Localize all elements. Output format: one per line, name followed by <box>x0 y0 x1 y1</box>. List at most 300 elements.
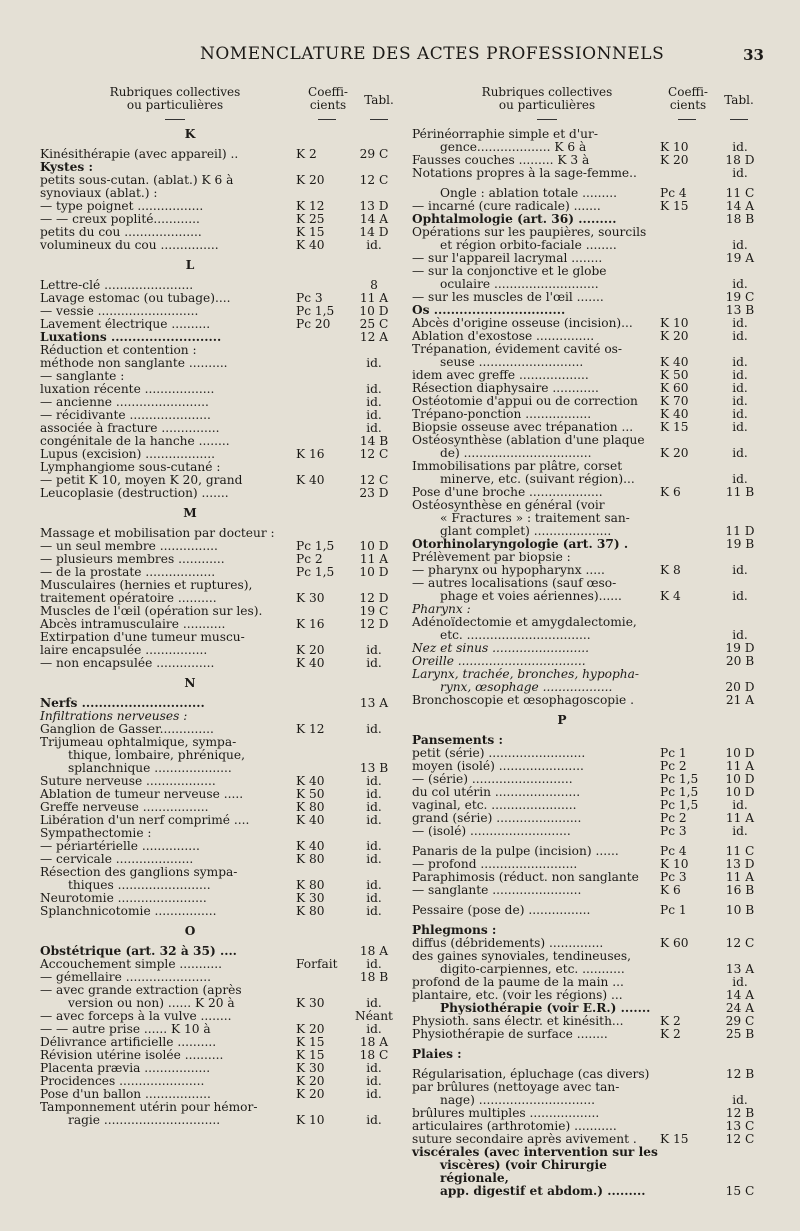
entry-table-ref: 13 A <box>359 696 389 710</box>
entry-table-ref: id. <box>366 891 382 905</box>
entry-coefficient: K 16 <box>296 447 325 461</box>
entry-label: Luxations .......................... <box>40 330 222 344</box>
entry-coefficient: K 10 <box>660 857 689 871</box>
entry-coefficient: K 10 <box>296 1113 325 1127</box>
section-letter-text: K <box>184 127 196 141</box>
entry-label: de) ................................. <box>440 446 592 460</box>
entry-label: nage) .............................. <box>440 1093 595 1107</box>
entry-coefficient: K 15 <box>660 420 689 434</box>
entry-table-ref: id. <box>366 904 382 918</box>
entry-label: Libération d'un nerf comprimé .... <box>40 813 250 827</box>
entry-label: — cervicale .................... <box>40 852 194 866</box>
entry-label: — un seul membre ............... <box>40 539 218 553</box>
entry-label: Prélèvement par biopsie : <box>412 550 571 564</box>
entry-label: brûlures multiples .................. <box>412 1106 600 1120</box>
entry-coefficient: K 30 <box>296 996 325 1010</box>
entry-table-ref: 10 D <box>725 772 755 786</box>
entry-label: Infiltrations nerveuses : <box>40 709 188 723</box>
entry-table-ref: id. <box>366 421 382 435</box>
entry-table-ref: 29 C <box>359 147 389 161</box>
entry-label: Lavage estomac (ou tubage).... <box>40 291 231 305</box>
entry-label: viscérales (avec intervention sur les <box>412 1145 658 1159</box>
entry-label: volumineux du cou ............... <box>40 238 219 252</box>
entry-table-ref: id. <box>366 1022 382 1036</box>
entry-label: Ongle : ablation totale ......... <box>440 186 617 200</box>
section-letter-text: P <box>557 713 567 727</box>
entry-label: grand (série) ...................... <box>412 811 582 825</box>
entry-coefficient: K 15 <box>296 225 325 239</box>
entry-label: Pharynx : <box>412 602 471 616</box>
entry-label: « Fractures » : traitement san- <box>440 511 630 525</box>
entry-label: moyen (isolé) ...................... <box>412 759 584 773</box>
entry-label: Fausses couches ......... K 3 à <box>412 153 590 167</box>
entry-coefficient: K 8 <box>660 563 681 577</box>
page-title: NOMENCLATURE DES ACTES PROFESSIONNELS <box>200 44 665 64</box>
entry-coefficient: K 2 <box>660 1027 681 1041</box>
entry-label: Kystes : <box>40 160 93 174</box>
entry-table-ref: id. <box>366 382 382 396</box>
entry-label: Obstétrique (art. 32 à 35) .... <box>40 944 237 958</box>
entry-label: articulaires (arthrotomie) ........... <box>412 1119 617 1133</box>
entry-row <box>412 1159 772 1185</box>
entry-table-ref: Néant <box>355 1009 393 1023</box>
entry-label: petit (série) ......................... <box>412 746 586 760</box>
entry-label: et région orbito-faciale ........ <box>440 238 617 252</box>
entry-label: — sanglante ....................... <box>412 883 582 897</box>
entry-table-ref: id. <box>732 628 748 642</box>
entry-row <box>412 1185 772 1198</box>
entry-label: laire encapsulée ................ <box>40 643 208 657</box>
entry-coefficient: Pc 1,5 <box>660 785 699 799</box>
entry-label: — récidivante ..................... <box>40 408 211 422</box>
entry-label: Suture nerveuse .................. <box>40 774 216 788</box>
entry-label: Abcès d'origine osseuse (incision)... <box>412 316 633 330</box>
entry-label: oculaire ........................... <box>440 277 599 291</box>
section-letter <box>40 259 400 272</box>
entry-coefficient: K 16 <box>296 617 325 631</box>
entry-label: Muscles de l'œil (opération sur les). <box>40 604 263 618</box>
entry-coefficient: Pc 1,5 <box>296 565 335 579</box>
entry-coefficient: Forfait <box>296 957 338 971</box>
entry-coefficient: K 40 <box>660 407 689 421</box>
right-entries <box>412 128 772 1198</box>
entry-coefficient: K 80 <box>296 878 325 892</box>
entry-label: — autres localisations (sauf œso- <box>412 576 617 590</box>
entry-table-ref: 18 A <box>359 944 389 958</box>
entry-coefficient: Pc 2 <box>660 759 687 773</box>
entry-label: version ou non) ...... K 20 à <box>68 996 235 1010</box>
entry-label: Ostéosynthèse (ablation d'une plaque <box>412 433 645 447</box>
entry-coefficient: K 50 <box>296 787 325 801</box>
entry-table-ref: id. <box>732 472 748 486</box>
entry-coefficient: K 12 <box>296 199 325 213</box>
entry-label: Phlegmons : <box>412 923 497 937</box>
entry-label: Périnéorraphie simple et d'ur- <box>412 127 598 141</box>
entry-table-ref: 13 D <box>359 199 389 213</box>
page-number: 33 <box>743 46 764 64</box>
entry-label: — sur les muscles de l'œil ....... <box>412 290 604 304</box>
entry-table-ref: id. <box>732 394 748 408</box>
entry-label: Physioth. sans électr. et kinésith... <box>412 1014 624 1028</box>
entry-label: Musculaires (hernies et ruptures), <box>40 578 253 592</box>
entry-label: Nerfs ............................. <box>40 696 205 710</box>
entry-table-ref: id. <box>732 316 748 330</box>
entry-coefficient: Pc 2 <box>296 552 323 566</box>
entry-label: Procidences ...................... <box>40 1074 205 1088</box>
entry-label: Lymphangiome sous-cutané : <box>40 460 221 474</box>
entry-row <box>412 1048 772 1061</box>
entry-coefficient: K 40 <box>296 656 325 670</box>
entry-coefficient: K 15 <box>660 1132 689 1146</box>
entry-label: synoviaux (ablat.) : <box>40 186 158 200</box>
entry-table-ref: id. <box>366 656 382 670</box>
page-header <box>0 44 800 70</box>
entry-table-ref: id. <box>366 1074 382 1088</box>
entry-coefficient: Pc 1,5 <box>660 798 699 812</box>
entry-table-ref: id. <box>366 238 382 252</box>
entry-label: Pansements : <box>412 733 503 747</box>
entry-label: Placenta prævia ................. <box>40 1061 211 1075</box>
entry-coefficient: K 20 <box>660 153 689 167</box>
entry-label: Massage et mobilisation par docteur : <box>40 526 275 540</box>
entry-coefficient: K 60 <box>660 936 689 950</box>
entry-label: diffus (débridements) .............. <box>412 936 604 950</box>
entry-label: Pose d'une broche ................... <box>412 485 603 499</box>
entry-label: — périartérielle ............... <box>40 839 200 853</box>
entry-table-ref: 13 B <box>359 761 389 775</box>
entry-table-ref: 18 B <box>359 970 389 984</box>
section-letter <box>40 128 400 141</box>
entry-label: ragie .............................. <box>68 1113 221 1127</box>
entry-label: etc. ................................ <box>440 628 591 642</box>
entry-table-ref: 13 D <box>725 857 755 871</box>
entry-table-ref: id. <box>732 166 748 180</box>
entry-coefficient: Pc 1,5 <box>296 304 335 318</box>
entry-coefficient: Pc 1 <box>660 903 687 917</box>
entry-label: Lettre-clé ....................... <box>40 278 194 292</box>
entry-coefficient: K 6 <box>660 883 681 897</box>
entry-table-ref: 20 B <box>725 654 755 668</box>
entry-table-ref: id. <box>366 878 382 892</box>
entry-table-ref: 14 A <box>725 988 755 1002</box>
entry-table-ref: 20 D <box>725 680 755 694</box>
entry-table-ref: 11 A <box>725 870 755 884</box>
section-letter-text: L <box>185 258 195 272</box>
entry-coefficient: K 40 <box>296 774 325 788</box>
entry-label: — petit K 10, moyen K 20, grand <box>40 473 243 487</box>
entry-coefficient: Pc 1 <box>660 746 687 760</box>
entry-label: Résection diaphysaire ............ <box>412 381 599 395</box>
entry-label: — de la prostate .................. <box>40 565 216 579</box>
entry-table-ref: 10 D <box>359 539 389 553</box>
entry-table-ref: 23 D <box>359 486 389 500</box>
entry-table-ref: 10 B <box>725 903 755 917</box>
entry-label: Oreille ................................. <box>412 654 586 668</box>
entry-row <box>40 657 400 670</box>
entry-table-ref: id. <box>732 563 748 577</box>
entry-label: Physiothérapie (voir E.R.) ....... <box>440 1001 651 1015</box>
entry-table-ref: 18 D <box>725 153 755 167</box>
entry-label: Révision utérine isolée .......... <box>40 1048 224 1062</box>
entry-label: — avec grande extraction (après <box>40 983 242 997</box>
entry-table-ref: id. <box>732 277 748 291</box>
entry-label: petits sous-cutan. (ablat.) K 6 à <box>40 173 234 187</box>
entry-label: Nez et sinus ......................... <box>412 641 589 655</box>
entry-label: profond de la paume de la main ... <box>412 975 624 989</box>
entry-label: Trijumeau ophtalmique, sympa- <box>40 735 237 749</box>
entry-label: Ganglion de Gasser.............. <box>40 722 214 736</box>
entry-label: phage et voies aériennes)...... <box>440 589 622 603</box>
entry-table-ref: 15 C <box>725 1184 755 1198</box>
entry-label: — type poignet ................. <box>40 199 204 213</box>
column-heading-tabl: Tabl. <box>724 93 754 107</box>
entry-coefficient: K 40 <box>296 473 325 487</box>
left-entries <box>40 128 400 1127</box>
entry-coefficient: K 30 <box>296 1061 325 1075</box>
entry-table-ref: 12 C <box>359 173 389 187</box>
entry-label: Physiothérapie de surface ........ <box>412 1027 608 1041</box>
entry-label: Tamponnement utérin pour hémor- <box>40 1100 258 1114</box>
entry-table-ref: 10 D <box>725 785 755 799</box>
entry-coefficient: Pc 3 <box>660 824 687 838</box>
entry-label: — — creux poplité............ <box>40 212 200 226</box>
entry-table-ref: 19 A <box>725 251 755 265</box>
entry-label: — (série) .......................... <box>412 772 573 786</box>
entry-table-ref: id. <box>366 1061 382 1075</box>
entry-row <box>40 1114 400 1127</box>
entry-label: — plusieurs membres ............ <box>40 552 225 566</box>
entry-table-ref: 11 A <box>359 552 389 566</box>
section-letter-text: M <box>183 506 197 520</box>
entry-table-ref: id. <box>366 356 382 370</box>
entry-coefficient: K 10 <box>660 140 689 154</box>
entry-table-ref: id. <box>366 395 382 409</box>
entry-table-ref: id. <box>732 975 748 989</box>
entry-table-ref: id. <box>366 996 382 1010</box>
section-letter <box>40 677 400 690</box>
entry-table-ref: 14 A <box>359 212 389 226</box>
entry-table-ref: 19 D <box>725 641 755 655</box>
entry-coefficient: K 15 <box>296 1048 325 1062</box>
entry-coefficient: Pc 3 <box>296 291 323 305</box>
entry-table-ref: 10 D <box>725 746 755 760</box>
entry-table-ref: 11 C <box>725 844 755 858</box>
entry-coefficient: K 30 <box>296 591 325 605</box>
entry-label: — — autre prise ...... K 10 à <box>40 1022 211 1036</box>
entry-label: — avec forceps à la vulve ........ <box>40 1009 232 1023</box>
entry-label: — vessie .......................... <box>40 304 199 318</box>
entry-label: Ophtalmologie (art. 36) ......... <box>412 212 617 226</box>
entry-label: Neurotomie ....................... <box>40 891 207 905</box>
entry-coefficient: K 6 <box>660 485 681 499</box>
entry-table-ref: 19 C <box>725 290 755 304</box>
entry-row <box>40 239 400 252</box>
entry-coefficient: Pc 2 <box>660 811 687 825</box>
entry-row <box>412 167 772 180</box>
column-heading-rubriques: Rubriques collectives ou particulières <box>109 85 241 112</box>
entry-row <box>412 904 772 917</box>
entry-label: Immobilisations par plâtre, corset <box>412 459 623 473</box>
entry-label: Trépano-ponction ................. <box>412 407 592 421</box>
entry-table-ref: id. <box>366 722 382 736</box>
entry-table-ref: 18 C <box>359 1048 389 1062</box>
section-letter <box>40 507 400 520</box>
entry-label: seuse ........................... <box>440 355 584 369</box>
entry-label: — incarné (cure radicale) ....... <box>412 199 601 213</box>
entry-table-ref: 8 <box>370 278 378 292</box>
entry-label: Bronchoscopie et œsophagoscopie . <box>412 693 634 707</box>
entry-table-ref: 25 B <box>725 1027 755 1041</box>
entry-coefficient: K 15 <box>660 199 689 213</box>
entry-table-ref: 12 C <box>359 473 389 487</box>
entry-label: — gémellaire ...................... <box>40 970 211 984</box>
entry-table-ref: id. <box>732 589 748 603</box>
entry-table-ref: id. <box>366 787 382 801</box>
entry-label: Biopsie osseuse avec trépanation ... <box>412 420 634 434</box>
entry-label: glant complet) .................... <box>440 524 612 538</box>
entry-label: Larynx, trachée, bronches, hypopha- <box>412 667 639 681</box>
entry-table-ref: 16 B <box>725 883 755 897</box>
entry-label: vaginal, etc. ...................... <box>412 798 577 812</box>
entry-label: Régularisation, épluchage (cas divers) <box>412 1067 650 1081</box>
entry-label: Greffe nerveuse ................. <box>40 800 209 814</box>
entry-label: — non encapsulée ............... <box>40 656 215 670</box>
section-letter <box>40 925 400 938</box>
entry-coefficient: Pc 4 <box>660 186 687 200</box>
column-header <box>40 86 400 128</box>
entry-label: — ancienne ........................ <box>40 395 209 409</box>
entry-label: — sur la conjonctive et le globe <box>412 264 607 278</box>
entry-coefficient: K 2 <box>660 1014 681 1028</box>
entry-table-ref: 24 A <box>725 1001 755 1015</box>
entry-coefficient: K 80 <box>296 852 325 866</box>
entry-label: associée à fracture ............... <box>40 421 220 435</box>
entry-coefficient: K 80 <box>296 904 325 918</box>
entry-table-ref: id. <box>366 800 382 814</box>
entry-label: Sympathectomie : <box>40 826 152 840</box>
entry-table-ref: id. <box>732 368 748 382</box>
entry-label: Accouchement simple ........... <box>40 957 223 971</box>
entry-label: Ablation de tumeur nerveuse ..... <box>40 787 244 801</box>
entry-label: méthode non sanglante .......... <box>40 356 228 370</box>
entry-table-ref: 11 D <box>725 524 755 538</box>
entry-table-ref: id. <box>732 381 748 395</box>
entry-label: suture secondaire après avivement . <box>412 1132 637 1146</box>
entry-table-ref: 14 D <box>359 225 389 239</box>
right-column <box>412 86 772 1206</box>
column-heading-coefficients: Coeffi- cients <box>308 85 348 112</box>
entry-table-ref: id. <box>732 824 748 838</box>
entry-table-ref: id. <box>366 813 382 827</box>
entry-label: — pharynx ou hypopharynx ..... <box>412 563 605 577</box>
column-header <box>412 86 772 128</box>
entry-table-ref: 18 A <box>359 1035 389 1049</box>
entry-table-ref: id. <box>366 408 382 422</box>
entry-table-ref: 12 A <box>359 330 389 344</box>
entry-label: Abcès intramusculaire ........... <box>40 617 226 631</box>
entry-coefficient: K 50 <box>660 368 689 382</box>
column-heading-coefficients: Coeffi- cients <box>668 85 708 112</box>
entry-coefficient: K 60 <box>660 381 689 395</box>
entry-label: Ostéosynthèse en général (voir <box>412 498 605 512</box>
entry-table-ref: 25 C <box>359 317 389 331</box>
entry-label: Lupus (excision) .................. <box>40 447 215 461</box>
entry-label: plantaire, etc. (voir les régions) ... <box>412 988 623 1002</box>
entry-label: Réduction et contention : <box>40 343 197 357</box>
entry-label: gence................... K 6 à <box>440 140 587 154</box>
entry-label: Leucoplasie (destruction) ....... <box>40 486 229 500</box>
entry-coefficient: K 20 <box>296 1074 325 1088</box>
entry-coefficient: Pc 20 <box>296 317 331 331</box>
entry-table-ref: id. <box>366 839 382 853</box>
entry-label: traitement opératoire .......... <box>40 591 217 605</box>
entry-table-ref: 11 C <box>725 186 755 200</box>
entry-table-ref: id. <box>366 1113 382 1127</box>
entry-label: app. digestif et abdom.) ......... <box>440 1184 646 1198</box>
entry-label: Paraphimosis (réduct. non sanglante <box>412 870 639 884</box>
entry-row <box>412 884 772 897</box>
entry-label: Adénoïdectomie et amygdalectomie, <box>412 615 637 629</box>
entry-label: thiques ........................ <box>68 878 211 892</box>
entry-coefficient: K 25 <box>296 212 325 226</box>
entry-coefficient: Pc 1,5 <box>660 772 699 786</box>
entry-label: Panaris de la pulpe (incision) ...... <box>412 844 619 858</box>
entry-table-ref: 18 B <box>725 212 755 226</box>
entry-table-ref: 12 D <box>359 591 389 605</box>
entry-table-ref: 12 C <box>725 936 755 950</box>
entry-label: petits du cou .................... <box>40 225 202 239</box>
entry-row <box>412 825 772 838</box>
entry-table-ref: 11 B <box>725 485 755 499</box>
entry-label: Extirpation d'une tumeur muscu- <box>40 630 245 644</box>
entry-label: Opérations sur les paupières, sourcils <box>412 225 647 239</box>
entry-label: Pessaire (pose de) ................ <box>412 903 591 917</box>
entry-row <box>412 694 772 707</box>
entry-table-ref: id. <box>366 1087 382 1101</box>
entry-label: Lavement électrique .......... <box>40 317 211 331</box>
entry-table-ref: 14 A <box>725 199 755 213</box>
entry-label: idem avec greffe .................. <box>412 368 589 382</box>
entry-label: Notations propres à la sage-femme.. <box>412 166 637 180</box>
entry-label: Résection des ganglions sympa- <box>40 865 238 879</box>
entry-coefficient: K 2 <box>296 147 317 161</box>
entry-coefficient: Pc 1,5 <box>296 539 335 553</box>
entry-row <box>40 148 400 161</box>
entry-table-ref: 13 B <box>725 303 755 317</box>
entry-label: congénitale de la hanche ........ <box>40 434 230 448</box>
entry-table-ref: 12 D <box>359 617 389 631</box>
entry-label: digito-carpiennes, etc. ........... <box>440 962 625 976</box>
entry-table-ref: 14 B <box>359 434 389 448</box>
entry-table-ref: 10 D <box>359 304 389 318</box>
entry-label: Splanchnicotomie ................ <box>40 904 217 918</box>
entry-coefficient: K 20 <box>296 173 325 187</box>
entry-table-ref: 11 A <box>725 811 755 825</box>
entry-label: Plaies : <box>412 1047 462 1061</box>
section-letter <box>412 714 772 727</box>
entry-table-ref: id. <box>366 643 382 657</box>
entry-table-ref: 11 A <box>359 291 389 305</box>
entry-table-ref: 11 A <box>725 759 755 773</box>
entry-table-ref: id. <box>732 407 748 421</box>
entry-coefficient: K 30 <box>296 891 325 905</box>
entry-table-ref: 12 C <box>725 1132 755 1146</box>
entry-row <box>412 1028 772 1041</box>
entry-coefficient: K 10 <box>660 316 689 330</box>
entry-label: viscères) (voir Chirurgie régionale, <box>440 1158 607 1185</box>
entry-coefficient: K 12 <box>296 722 325 736</box>
entry-coefficient: K 40 <box>296 813 325 827</box>
